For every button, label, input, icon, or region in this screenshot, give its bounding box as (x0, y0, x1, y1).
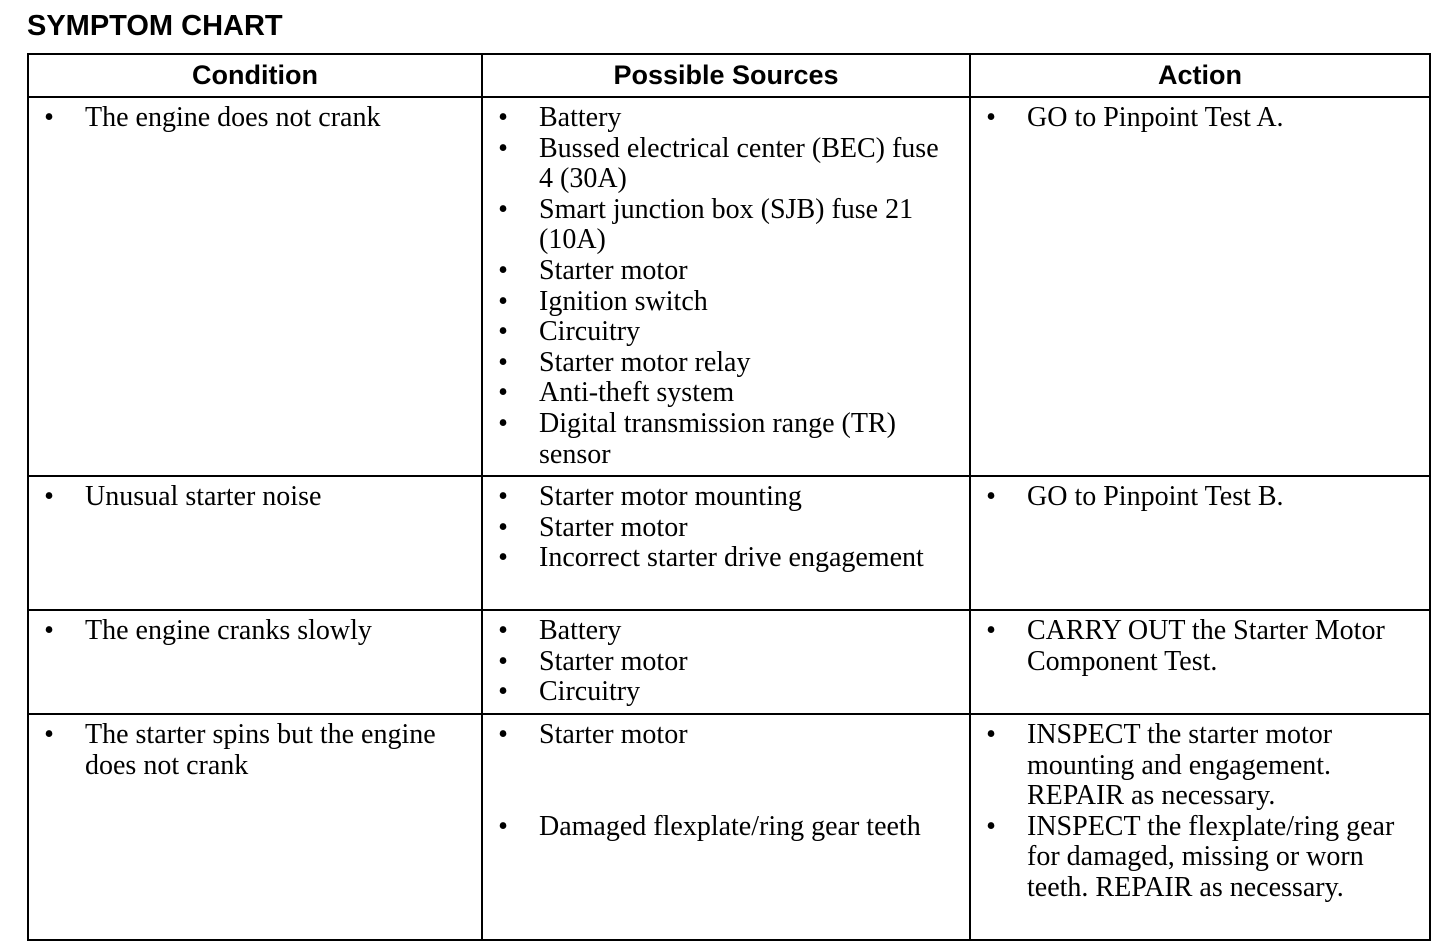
bullet-icon: • (498, 132, 508, 164)
sources-cell (482, 610, 970, 714)
bullet-icon: • (498, 254, 508, 286)
source-text: Digital transmission range (TR) sensor (539, 407, 896, 470)
list-item (483, 720, 969, 751)
table-row (28, 476, 1430, 610)
list-item (971, 103, 1429, 134)
source-text: Starter motor (539, 254, 688, 286)
list-item (971, 720, 1429, 812)
bullet-icon: • (498, 645, 508, 677)
list-item (29, 482, 481, 513)
action-text: GO to Pinpoint Test A. (1027, 102, 1284, 133)
list-item (483, 647, 969, 678)
bullet-icon: • (498, 719, 508, 750)
list-item (971, 616, 1429, 677)
action-text: INSPECT the flexplate/ring gear for damaged, missing or worn teeth. REPAIR as necessary. (1027, 810, 1395, 903)
condition-cell (28, 476, 482, 610)
bullet-icon: • (986, 615, 996, 646)
bullet-icon: • (498, 810, 508, 842)
list-item (483, 543, 969, 574)
page-title: SYMPTOM CHART (27, 10, 283, 42)
list-item (483, 677, 969, 708)
source-text: Battery (539, 102, 622, 133)
sources-cell (482, 476, 970, 610)
bullet-icon: • (986, 810, 996, 842)
source-text: Damaged flexplate/ring gear teeth (539, 810, 921, 842)
list-item (483, 482, 969, 513)
symptom-table (27, 53, 1431, 941)
list-item (483, 409, 969, 470)
action-text: INSPECT the starter motor mounting and engagement. REPAIR as necessary. (1027, 719, 1333, 812)
list-item (29, 720, 481, 781)
source-text: Battery (539, 615, 622, 646)
source-text: Ignition switch (539, 285, 708, 317)
list-item (483, 103, 969, 134)
bullet-icon: • (44, 615, 54, 646)
condition-cell (28, 714, 482, 940)
condition-text: The starter spins but the engine does not crank (85, 719, 436, 781)
list-item (971, 482, 1429, 513)
condition-cell (28, 610, 482, 714)
condition-text: The engine does not crank (85, 102, 381, 133)
table-row (28, 97, 1430, 476)
action-text: CARRY OUT the Starter Motor Component Test. (1027, 615, 1385, 677)
action-cell (970, 714, 1430, 940)
bullet-icon: • (44, 719, 54, 750)
bullet-icon: • (986, 719, 996, 750)
list-item (483, 513, 969, 544)
source-text: Starter motor (539, 645, 688, 677)
table-header-row (28, 54, 1430, 97)
condition-text: The engine cranks slowly (85, 615, 372, 646)
condition-cell (28, 97, 482, 476)
bullet-icon: • (498, 346, 508, 378)
action-cell (970, 610, 1430, 714)
list-item (483, 134, 969, 195)
source-text: Circuitry (539, 676, 641, 708)
list-item (483, 256, 969, 287)
sources-cell (482, 97, 970, 476)
list-item (483, 812, 969, 843)
list-item (483, 287, 969, 318)
table-row (28, 610, 1430, 714)
list-item (29, 616, 481, 647)
list-item (483, 195, 969, 256)
source-text: Smart junction box (SJB) fuse 21 (10A) (539, 193, 914, 256)
source-text: Anti-theft system (539, 377, 735, 409)
bullet-icon: • (498, 193, 508, 225)
bullet-icon: • (498, 615, 508, 646)
source-text: Starter motor (539, 511, 688, 543)
source-text: Circuitry (539, 316, 641, 348)
action-cell (970, 476, 1430, 610)
source-text: Starter motor relay (539, 346, 751, 378)
action-text: GO to Pinpoint Test B. (1027, 481, 1284, 512)
action-cell (970, 97, 1430, 476)
bullet-icon: • (44, 102, 54, 133)
bullet-icon: • (498, 285, 508, 317)
list-item (971, 812, 1429, 904)
sources-cell (482, 714, 970, 940)
bullet-icon: • (498, 316, 508, 348)
list-item (483, 317, 969, 348)
bullet-icon: • (498, 511, 508, 543)
source-text: Starter motor mounting (539, 481, 802, 512)
bullet-icon: • (498, 676, 508, 708)
bullet-icon: • (498, 377, 508, 409)
bullet-icon: • (44, 481, 54, 512)
column-header-condition: Condition (28, 54, 482, 97)
column-header-action: Action (970, 54, 1430, 97)
bullet-icon: • (498, 102, 508, 133)
source-text: Bussed electrical center (BEC) fuse 4 (30A) (539, 132, 939, 195)
column-header-possible-sources: Possible Sources (482, 54, 970, 97)
condition-text: Unusual starter noise (85, 481, 322, 512)
list-item (29, 103, 481, 134)
list-item (483, 616, 969, 647)
source-text: Incorrect starter drive engagement (539, 542, 924, 574)
bullet-icon: • (986, 481, 996, 512)
bullet-icon: • (986, 102, 996, 133)
bullet-icon: • (498, 481, 508, 512)
table-row (28, 714, 1430, 940)
bullet-icon: • (498, 407, 508, 439)
list-item (483, 348, 969, 379)
source-text: Starter motor (539, 719, 688, 750)
bullet-icon: • (498, 542, 508, 574)
list-item (483, 378, 969, 409)
